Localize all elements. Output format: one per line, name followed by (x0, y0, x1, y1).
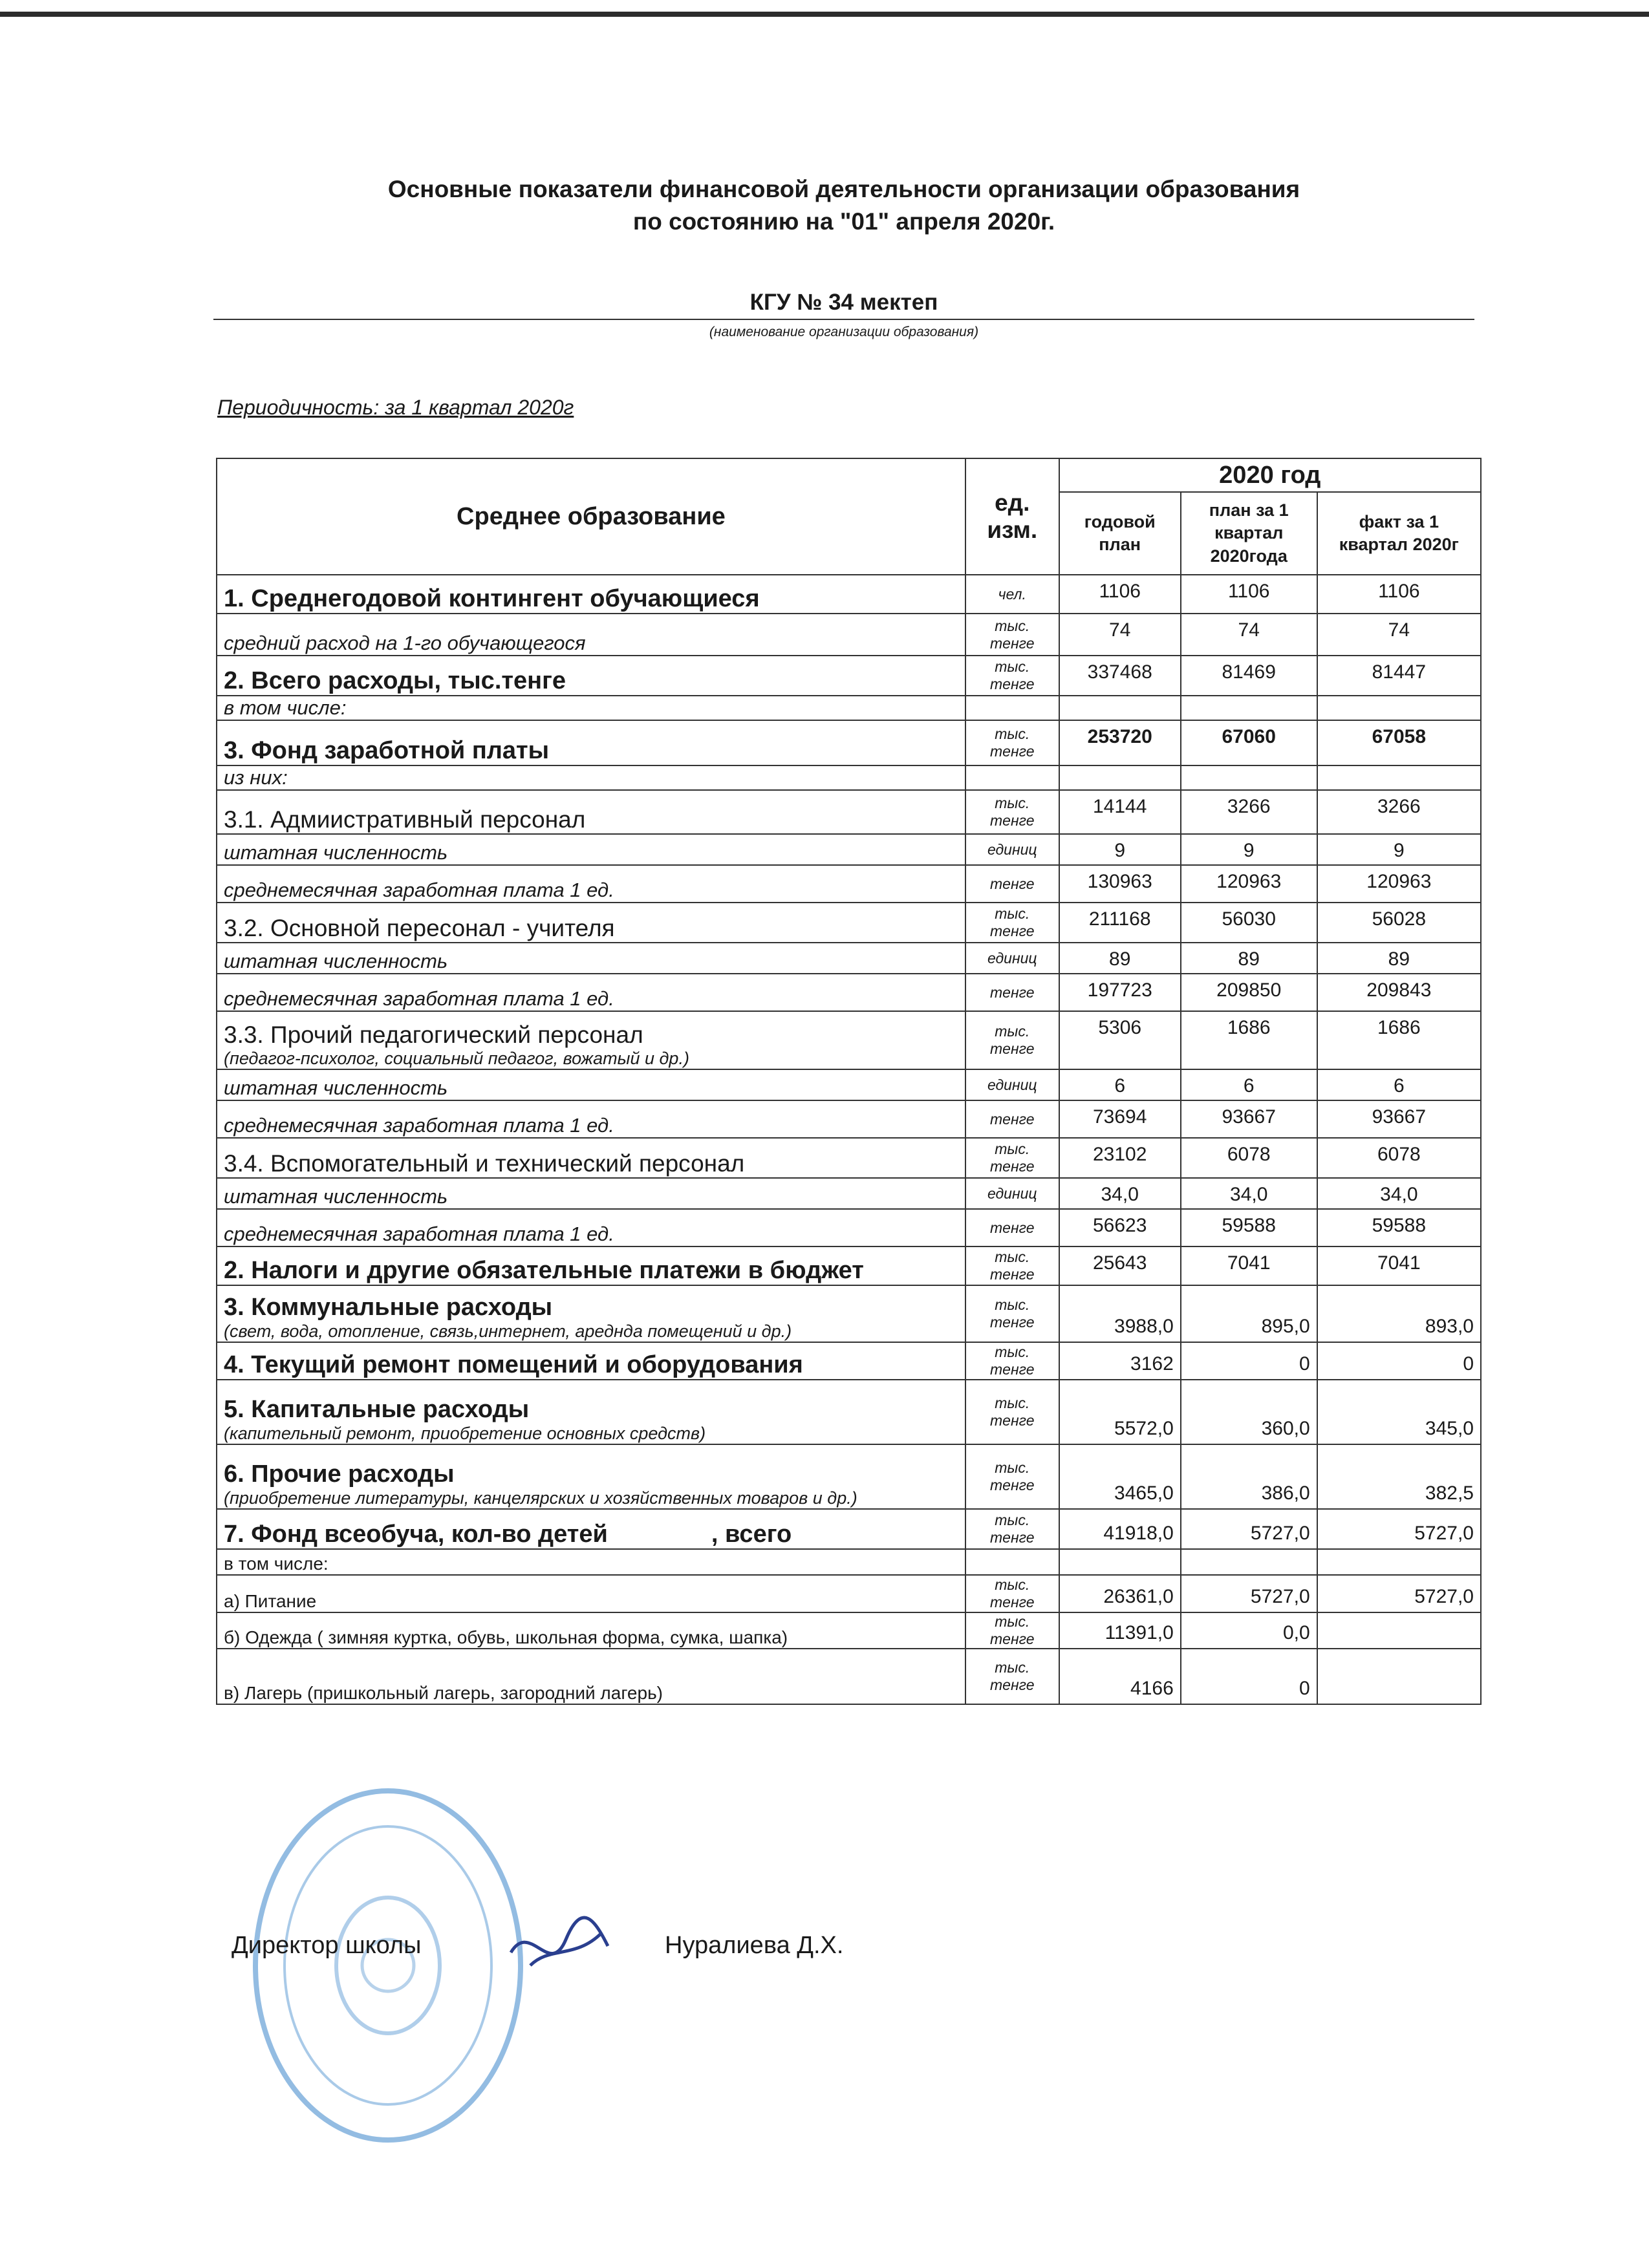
value-fact: 209843 (1317, 974, 1481, 1011)
value-fact: 3266 (1317, 790, 1481, 834)
row-label: 4. Текущий ремонт помещений и оборудования (224, 1351, 803, 1378)
row-label: 3.2. Основной пересонал - учителя (224, 915, 615, 941)
value-annual: 4166 (1059, 1649, 1181, 1704)
value-fact: 1686 (1317, 1011, 1481, 1069)
row-label: в том числе: (224, 696, 347, 719)
row-label-cell (217, 720, 965, 765)
value-plan (1181, 696, 1317, 720)
scan-top-border (0, 12, 1649, 17)
value-annual: 26361,0 (1059, 1575, 1181, 1612)
value-plan: 5727,0 (1181, 1509, 1317, 1549)
row-unit: тыс. тенге (965, 1649, 1059, 1704)
row-label-cell (217, 1444, 965, 1509)
value-annual: 41918,0 (1059, 1509, 1181, 1549)
row-unit: тыс. тенге (965, 720, 1059, 765)
row-label-cell (217, 575, 965, 614)
value-annual: 3465,0 (1059, 1444, 1181, 1509)
row-label: 5. Капитальные расходы (224, 1396, 530, 1423)
value-plan: 0 (1181, 1342, 1317, 1380)
row-label: 3. Коммунальные расходы (224, 1294, 553, 1321)
row-unit: тенге (965, 1100, 1059, 1138)
value-fact (1317, 696, 1481, 720)
row-unit (965, 765, 1059, 790)
value-annual: 3162 (1059, 1342, 1181, 1380)
row-label-cell (217, 1575, 965, 1612)
row-label-cell (217, 1649, 965, 1704)
table-row (217, 1380, 1481, 1444)
value-fact: 345,0 (1317, 1380, 1481, 1444)
row-label: в) Лагерь (пришкольный лагерь, загородний лагерь) (224, 1683, 663, 1703)
row-label-cell (217, 765, 965, 790)
row-unit: тыс. тенге (965, 790, 1059, 834)
row-sublabel: (капительный ремонт, приобретение основных средств) (224, 1424, 706, 1443)
table-row (217, 834, 1481, 865)
table-row (217, 1575, 1481, 1612)
value-fact: 7041 (1317, 1246, 1481, 1285)
row-unit: чел. (965, 575, 1059, 614)
row-label-cell (217, 1342, 965, 1380)
row-label: штатная численность (224, 950, 448, 972)
row-label: 3.1. Адмиистративный персонал (224, 806, 586, 833)
row-unit: тенге (965, 974, 1059, 1011)
value-fact: 59588 (1317, 1209, 1481, 1246)
value-plan: 360,0 (1181, 1380, 1317, 1444)
row-label: б) Одежда ( зимняя куртка, обувь, школьная форма, сумка, шапка) (224, 1627, 788, 1647)
value-fact: 5727,0 (1317, 1575, 1481, 1612)
row-label: 2. Всего расходы, тыс.тенге (224, 667, 566, 694)
row-label-cell (217, 1069, 965, 1100)
row-label: 6. Прочие расходы (224, 1460, 455, 1488)
row-label-cell (217, 1138, 965, 1178)
value-plan: 209850 (1181, 974, 1317, 1011)
value-annual (1059, 696, 1181, 720)
table-row (217, 614, 1481, 656)
table-row (217, 696, 1481, 720)
row-label: штатная численность (224, 1076, 448, 1099)
row-label-cell (217, 1509, 965, 1549)
row-label-cell (217, 1011, 965, 1069)
row-label-cell (217, 1100, 965, 1138)
value-annual (1059, 765, 1181, 790)
row-label: из них: (224, 766, 288, 789)
document-title-line1: Основные показатели финансовой деятельности организации образования (387, 176, 1300, 202)
table-row (217, 1178, 1481, 1209)
value-annual (1059, 1549, 1181, 1575)
row-label: а) Питание (224, 1591, 317, 1611)
row-unit: тыс. тенге (965, 1011, 1059, 1069)
value-fact: 0 (1317, 1342, 1481, 1380)
row-label-cell (217, 1380, 965, 1444)
value-plan: 67060 (1181, 720, 1317, 765)
row-label: среднемесячная заработная плата 1 ед. (224, 1114, 614, 1137)
row-unit: единиц (965, 1069, 1059, 1100)
director-name: Нуралиева Д.Х. (665, 1932, 844, 1959)
row-label: средний расход на 1-го обучающегося (224, 632, 586, 654)
row-label: 3.4. Вспомогательный и технический персонал (224, 1150, 745, 1177)
value-plan: 0,0 (1181, 1612, 1317, 1649)
row-unit: тыс. тенге (965, 1342, 1059, 1380)
value-plan: 89 (1181, 943, 1317, 974)
value-annual: 73694 (1059, 1100, 1181, 1138)
value-fact: 93667 (1317, 1100, 1481, 1138)
table-row (217, 1285, 1481, 1342)
row-label: 2. Налоги и другие обязательные платежи в бюджет (224, 1257, 864, 1284)
value-fact: 9 (1317, 834, 1481, 865)
row-label-cell (217, 903, 965, 943)
table-row (217, 1649, 1481, 1704)
value-plan: 0 (1181, 1649, 1317, 1704)
row-label: среднемесячная заработная плата 1 ед. (224, 1223, 614, 1245)
value-fact: 6 (1317, 1069, 1481, 1100)
header-plan-q1: план за 1 квартал 2020года (1181, 492, 1317, 575)
value-plan: 56030 (1181, 903, 1317, 943)
row-label: среднемесячная заработная плата 1 ед. (224, 879, 614, 901)
value-annual: 197723 (1059, 974, 1181, 1011)
table-body (217, 575, 1481, 1704)
value-plan: 386,0 (1181, 1444, 1317, 1509)
value-annual: 34,0 (1059, 1178, 1181, 1209)
value-plan: 5727,0 (1181, 1575, 1317, 1612)
row-unit: единиц (965, 943, 1059, 974)
value-fact: 120963 (1317, 865, 1481, 903)
value-fact: 67058 (1317, 720, 1481, 765)
table-row (217, 765, 1481, 790)
row-label-cell (217, 614, 965, 656)
value-fact: 81447 (1317, 656, 1481, 696)
value-plan: 6 (1181, 1069, 1317, 1100)
table-row (217, 1209, 1481, 1246)
table-row (217, 575, 1481, 614)
director-label: Директор школы (232, 1932, 422, 1959)
header-annual-plan: годовой план (1059, 492, 1181, 575)
value-plan: 895,0 (1181, 1285, 1317, 1342)
table-row (217, 1549, 1481, 1575)
value-plan: 3266 (1181, 790, 1317, 834)
value-annual: 3988,0 (1059, 1285, 1181, 1342)
row-unit: единиц (965, 834, 1059, 865)
value-plan: 74 (1181, 614, 1317, 656)
value-plan: 81469 (1181, 656, 1317, 696)
row-unit (965, 696, 1059, 720)
value-fact: 382,5 (1317, 1444, 1481, 1509)
row-label-cell (217, 1246, 965, 1285)
row-label-cell (217, 1285, 965, 1342)
value-plan: 1106 (1181, 575, 1317, 614)
value-fact: 6078 (1317, 1138, 1481, 1178)
header-unit: ед. изм. (965, 458, 1059, 575)
row-label: 1. Среднегодовой контингент обучающиеся (224, 585, 760, 612)
organization-underline (213, 319, 1474, 320)
header-year: 2020 год (1059, 458, 1481, 492)
row-label: штатная численность (224, 841, 448, 864)
row-sublabel: (педагог-психолог, социальный педагог, вожатый и др.) (224, 1049, 689, 1068)
table-row (217, 1342, 1481, 1380)
row-label: 7. Фонд всеобуча, кол-во детей (224, 1521, 608, 1548)
table-row (217, 903, 1481, 943)
row-unit (965, 1549, 1059, 1575)
table-row (217, 1100, 1481, 1138)
value-plan: 93667 (1181, 1100, 1317, 1138)
value-fact (1317, 1612, 1481, 1649)
value-annual: 14144 (1059, 790, 1181, 834)
row-unit: тенге (965, 1209, 1059, 1246)
value-annual: 130963 (1059, 865, 1181, 903)
value-plan: 7041 (1181, 1246, 1317, 1285)
row-unit: тыс. тенге (965, 1509, 1059, 1549)
value-annual: 5306 (1059, 1011, 1181, 1069)
row-label-cell (217, 790, 965, 834)
row-label-cell (217, 1209, 965, 1246)
row-label-cell (217, 865, 965, 903)
value-annual: 5572,0 (1059, 1380, 1181, 1444)
row-unit: единиц (965, 1178, 1059, 1209)
value-annual: 56623 (1059, 1209, 1181, 1246)
row-label-cell (217, 943, 965, 974)
value-fact: 893,0 (1317, 1285, 1481, 1342)
table-row (217, 974, 1481, 1011)
header-fact-q1: факт за 1 квартал 2020г (1317, 492, 1481, 575)
row-label-cell (217, 1178, 965, 1209)
table-row (217, 720, 1481, 765)
table-row (217, 943, 1481, 974)
value-fact: 56028 (1317, 903, 1481, 943)
table-row (217, 656, 1481, 696)
document-title-line2: по состоянию на "01" апреля 2020г. (632, 208, 1055, 235)
value-annual: 9 (1059, 834, 1181, 865)
value-fact (1317, 1649, 1481, 1704)
value-annual: 253720 (1059, 720, 1181, 765)
value-annual: 1106 (1059, 575, 1181, 614)
header-section: Среднее образование (217, 458, 965, 575)
value-annual: 211168 (1059, 903, 1181, 943)
value-plan: 34,0 (1181, 1178, 1317, 1209)
table-row (217, 1069, 1481, 1100)
row-label-cell (217, 656, 965, 696)
value-fact: 89 (1317, 943, 1481, 974)
value-plan (1181, 1549, 1317, 1575)
row-unit: тенге (965, 865, 1059, 903)
row-unit: тыс. тенге (965, 1444, 1059, 1509)
row-sublabel: (свет, вода, отопление, связь,интернет, ареднда помещений и др.) (224, 1321, 792, 1341)
value-fact: 5727,0 (1317, 1509, 1481, 1549)
row-label: 3.3. Прочий педагогический персонал (224, 1022, 643, 1048)
table-row (217, 1509, 1481, 1549)
row-label: среднемесячная заработная плата 1 ед. (224, 987, 614, 1010)
value-plan (1181, 765, 1317, 790)
row-label: штатная численность (224, 1185, 448, 1208)
value-fact: 1106 (1317, 575, 1481, 614)
table-row (217, 1612, 1481, 1649)
row-unit: тыс. тенге (965, 614, 1059, 656)
value-annual: 23102 (1059, 1138, 1181, 1178)
value-fact: 34,0 (1317, 1178, 1481, 1209)
table-row (217, 1011, 1481, 1069)
row-label-cell (217, 834, 965, 865)
value-annual: 11391,0 (1059, 1612, 1181, 1649)
value-annual: 89 (1059, 943, 1181, 974)
value-annual: 74 (1059, 614, 1181, 656)
row-unit: тыс. тенге (965, 1380, 1059, 1444)
table-row (217, 1444, 1481, 1509)
row-label-tail: , всего (711, 1521, 792, 1548)
director-signature (504, 1907, 614, 1985)
value-annual: 25643 (1059, 1246, 1181, 1285)
row-label: в том числе: (224, 1554, 329, 1574)
value-plan: 59588 (1181, 1209, 1317, 1246)
value-plan: 6078 (1181, 1138, 1317, 1178)
value-fact: 74 (1317, 614, 1481, 656)
table-row (217, 1138, 1481, 1178)
row-unit: тыс. тенге (965, 656, 1059, 696)
organization-name: КГУ № 34 мектеп (749, 290, 938, 315)
value-annual: 337468 (1059, 656, 1181, 696)
value-fact (1317, 765, 1481, 790)
table-row (217, 1246, 1481, 1285)
row-unit: тыс. тенге (965, 1612, 1059, 1649)
row-label-cell (217, 1612, 965, 1649)
row-label-cell (217, 974, 965, 1011)
row-unit: тыс. тенге (965, 903, 1059, 943)
table-row (217, 865, 1481, 903)
value-plan: 1686 (1181, 1011, 1317, 1069)
row-label-cell (217, 696, 965, 720)
row-label-cell (217, 1549, 965, 1575)
row-unit: тыс. тенге (965, 1285, 1059, 1342)
table-row (217, 790, 1481, 834)
value-plan: 9 (1181, 834, 1317, 865)
organization-caption: (наименование организации образования) (709, 325, 979, 339)
row-unit: тыс. тенге (965, 1246, 1059, 1285)
value-plan: 120963 (1181, 865, 1317, 903)
reporting-period: Периодичность: за 1 квартал 2020г (217, 396, 574, 419)
row-unit: тыс. тенге (965, 1138, 1059, 1178)
row-unit: тыс. тенге (965, 1575, 1059, 1612)
value-fact (1317, 1549, 1481, 1575)
value-annual: 6 (1059, 1069, 1181, 1100)
row-sublabel: (приобретение литературы, канцелярских и хозяйственных товаров и др.) (224, 1488, 857, 1508)
financial-indicators-table (216, 458, 1482, 1705)
row-label: 3. Фонд заработной платы (224, 737, 550, 764)
